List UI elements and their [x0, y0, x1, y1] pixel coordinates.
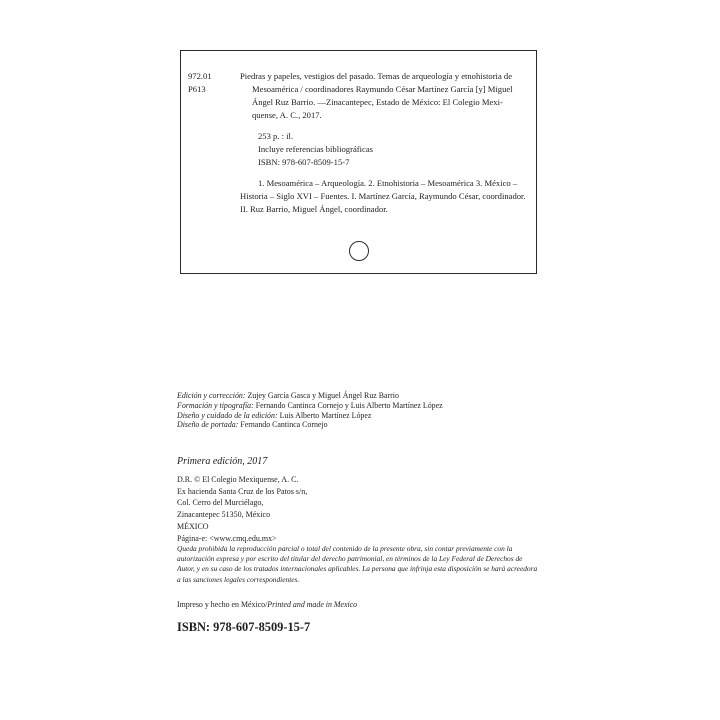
title-line: Piedras y papeles, vestigios del pasado. Temas de arqueología y etnohistoria de: [240, 71, 513, 81]
copyright-notice: [177, 544, 557, 585]
title-line: Mesoamérica / coordinadores Raymundo César Martínez García [y] Miguel: [252, 84, 513, 94]
legal-line: autorización expresa y por escrito del titular del derecho patrimonial, en términos de la Ley Federal de Derechos de: [177, 554, 523, 564]
call-number-line: P613: [188, 84, 206, 94]
edition-statement: Primera edición, 2017: [177, 456, 268, 467]
credit-value: Fernando Cantinca Cornejo: [238, 420, 328, 430]
title-line: Ángel Ruz Barrio. —Zinacantepec, Estado de México: El Colegio Mexi-: [252, 97, 503, 107]
subject-line: Historia – Siglo XVI – Fuentes. I. Martínez García, Raymundo César, coordinador.: [240, 191, 526, 201]
credits-block: [177, 391, 443, 430]
physical-line: ISBN: 978-607-8509-15-7: [258, 157, 350, 167]
credit-value: Fernando Cantinca Cornejo y Luis Alberto Martínez López: [253, 400, 443, 410]
credit-value: Zujey García Gasca y Miguel Ángel Ruz Barrio: [245, 391, 399, 400]
printed-plain: Impreso y hecho en México/: [177, 600, 268, 609]
subject-line: II. Ruz Barrio, Miguel Ángel, coordinador.: [240, 204, 388, 214]
subject-tracings: [240, 177, 528, 216]
catalog-entry: [240, 70, 528, 216]
physical-line: 253 p. : il.: [258, 131, 294, 141]
address-line: Página-e: <www.cmq.edu.mx>: [177, 533, 277, 543]
address-line: MÉXICO: [177, 521, 209, 531]
credit-label: Formación y tipografía:: [177, 400, 254, 410]
credit-label: Edición y corrección:: [177, 391, 246, 400]
printed-italic: Printed and made in Mexico: [267, 600, 358, 609]
credit-line: [177, 411, 443, 421]
address-line: Ex hacienda Santa Cruz de los Patos s/n,: [177, 486, 308, 496]
credit-line: [177, 401, 443, 411]
physical-line: Incluye referencias bibliográficas: [258, 144, 374, 154]
legal-line: a las sanciones legales correspondientes.: [177, 574, 300, 584]
address-line: Col. Cerro del Murciélago,: [177, 498, 264, 508]
address-line: Zinacantepec 51350, México: [177, 510, 271, 520]
call-number-line: 972.01: [188, 71, 212, 81]
physical-description: [240, 130, 528, 169]
title-line: quense, A. C., 2017.: [252, 110, 322, 120]
printed-in: [177, 600, 357, 609]
publisher-address: [177, 474, 307, 544]
isbn: ISBN: 978-607-8509-15-7: [177, 620, 311, 634]
legal-line: Queda prohibida la reproducción parcial o total del contenido de la presente obra, sin contar previamente con la: [177, 544, 513, 553]
card-punch-hole: [349, 241, 369, 261]
credit-label: Diseño y cuidado de la edición:: [177, 410, 278, 420]
credit-label: Diseño de portada:: [177, 420, 239, 430]
address-line: D.R. © El Colegio Mexiquense, A. C.: [177, 475, 299, 484]
subject-line: 1. Mesoamérica – Arqueología. 2. Etnohistoria – Mesoamérica 3. México –: [258, 178, 518, 188]
call-number: [188, 70, 212, 96]
credit-line: [177, 420, 443, 430]
credit-value: Luis Alberto Martínez López: [277, 410, 372, 420]
credit-line: [177, 391, 443, 401]
legal-line: Autor, y en su caso de los tratados internacionales aplicables. La persona que infrinja esta disposición se hará acreedora: [177, 564, 538, 574]
